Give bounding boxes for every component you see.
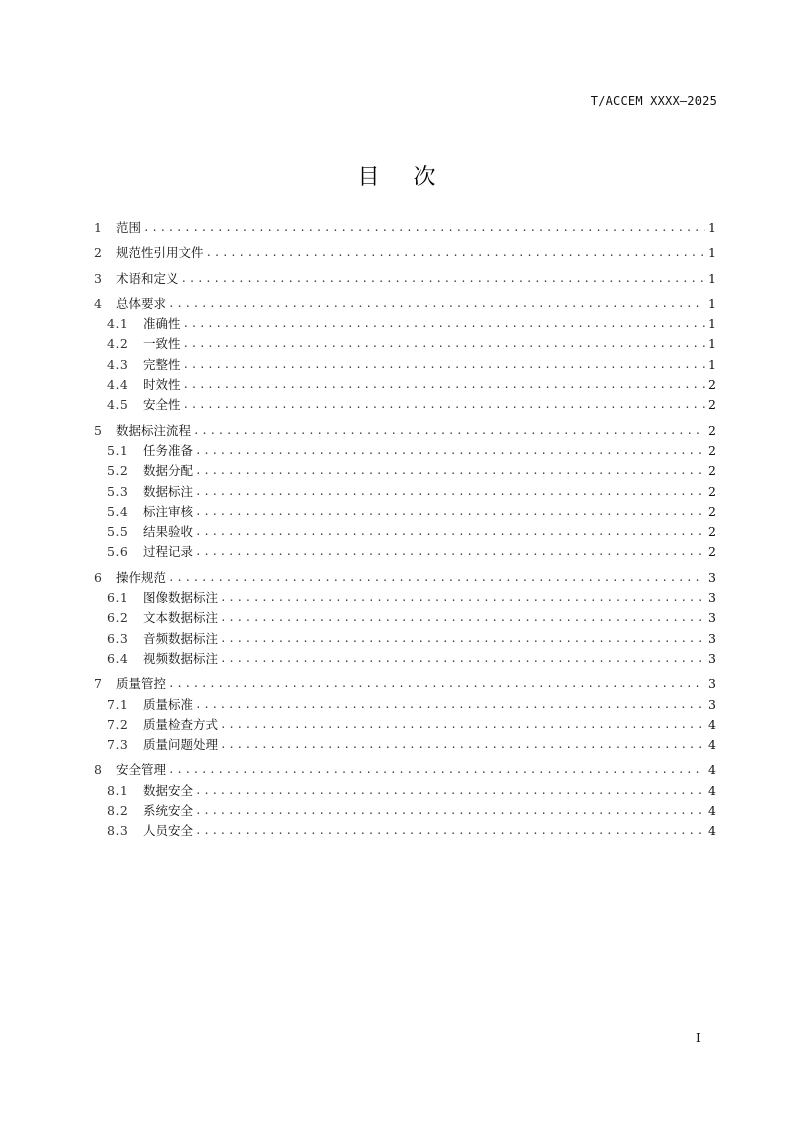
toc-entry-title: 文本数据标注 <box>143 610 219 626</box>
toc-entry-number: 5.1 <box>107 442 129 458</box>
toc-entry-page: 4 <box>708 716 716 732</box>
toc-entry-number: 8.2 <box>107 803 129 819</box>
toc-dot-leader <box>195 441 705 461</box>
toc-entry-number: 5 <box>94 422 102 438</box>
toc-entry-title: 视频数据标注 <box>143 650 219 666</box>
toc-section-entry[interactable] <box>94 482 716 502</box>
toc-dot-leader <box>220 715 705 735</box>
toc-entry-number: 3 <box>94 270 102 286</box>
toc-entry-page: 2 <box>708 422 716 438</box>
toc-entry-title: 音频数据标注 <box>143 630 219 646</box>
toc-section-entry[interactable] <box>94 608 716 628</box>
toc-section-entry[interactable] <box>94 334 716 354</box>
toc-chapter-entry[interactable] <box>94 421 716 441</box>
toc-entry-title: 安全管理 <box>116 762 167 778</box>
toc-section-entry[interactable] <box>94 715 716 735</box>
toc-section-entry[interactable] <box>94 801 716 821</box>
toc-dot-leader <box>195 781 705 801</box>
toc-entry-title: 数据分配 <box>143 463 194 479</box>
toc-entry-number: 6.4 <box>107 650 129 666</box>
toc-entry-page: 2 <box>708 442 716 458</box>
toc-entry-number: 4.4 <box>107 377 129 393</box>
toc-entry-title: 时效性 <box>143 377 181 393</box>
toc-dot-leader <box>220 649 705 669</box>
toc-entry-number: 7.2 <box>107 716 129 732</box>
toc-entry-number: 5.3 <box>107 483 129 499</box>
toc-section-entry[interactable] <box>94 522 716 542</box>
toc-section-entry[interactable] <box>94 355 716 375</box>
toc-entry-title: 数据标注流程 <box>116 422 192 438</box>
toc-entry-page: 2 <box>708 463 716 479</box>
toc-entry-number: 7.3 <box>107 737 129 753</box>
toc-entry-title: 质量标准 <box>143 696 194 712</box>
toc-dot-leader <box>168 674 705 694</box>
toc-entry-number: 6 <box>94 569 102 585</box>
toc-entry-number: 5.5 <box>107 524 129 540</box>
toc-entry-page: 1 <box>708 356 716 372</box>
toc-dot-leader <box>220 608 705 628</box>
toc-entry-title: 范围 <box>116 220 142 235</box>
toc-chapter-entry[interactable] <box>94 218 716 238</box>
toc-section-entry[interactable] <box>94 395 716 415</box>
toc-chapter-entry[interactable] <box>94 243 716 263</box>
toc-entry-title: 总体要求 <box>116 295 167 311</box>
toc-dot-leader <box>195 522 705 542</box>
toc-chapter-entry[interactable] <box>94 760 716 780</box>
toc-entry-page: 3 <box>708 569 716 585</box>
toc-entry-number: 7 <box>94 676 102 692</box>
toc-entry-title: 结果验收 <box>143 524 194 540</box>
toc-entry-title: 数据安全 <box>143 782 194 798</box>
toc-dot-leader <box>168 760 705 780</box>
toc-section-entry[interactable] <box>94 314 716 334</box>
toc-entry-page: 1 <box>708 295 716 311</box>
toc-section-entry[interactable] <box>94 821 716 841</box>
toc-dot-leader <box>195 461 705 481</box>
table-of-contents <box>94 218 716 842</box>
toc-entry-page: 4 <box>708 737 716 753</box>
toc-dot-leader <box>195 801 705 821</box>
toc-entry-number: 5.6 <box>107 544 129 560</box>
toc-dot-leader <box>195 502 705 522</box>
toc-entry-title: 质量检查方式 <box>143 716 219 732</box>
toc-entry-title: 术语和定义 <box>116 270 179 286</box>
page-title-char-1: 目 <box>357 165 380 190</box>
toc-section-entry[interactable] <box>94 649 716 669</box>
toc-entry-page: 2 <box>708 544 716 560</box>
toc-entry-page: 1 <box>708 270 716 286</box>
toc-entry-title: 过程记录 <box>143 544 194 560</box>
toc-dot-leader <box>183 355 705 375</box>
toc-entry-page: 4 <box>708 803 716 819</box>
toc-entry-title: 系统安全 <box>143 803 194 819</box>
toc-section-entry[interactable] <box>94 588 716 608</box>
toc-entry-title: 操作规范 <box>116 569 167 585</box>
toc-dot-leader <box>195 482 705 502</box>
toc-entry-page: 1 <box>708 220 716 235</box>
toc-entry-number: 4.2 <box>107 336 129 352</box>
toc-entry-title: 完整性 <box>143 356 181 372</box>
toc-entry-title: 一致性 <box>143 336 181 352</box>
page-number: I <box>696 1031 701 1045</box>
toc-entry-number: 8.3 <box>107 823 129 839</box>
toc-chapter-entry[interactable] <box>94 674 716 694</box>
toc-section-entry[interactable] <box>94 441 716 461</box>
toc-entry-number: 4.1 <box>107 316 129 332</box>
toc-chapter-entry[interactable] <box>94 568 716 588</box>
toc-entry-title: 安全性 <box>143 397 181 413</box>
toc-dot-leader <box>206 243 705 263</box>
toc-dot-leader <box>220 629 705 649</box>
toc-entry-number: 4 <box>94 295 102 311</box>
toc-entry-number: 5.2 <box>107 463 129 479</box>
toc-entry-page: 4 <box>708 782 716 798</box>
toc-dot-leader <box>168 294 705 314</box>
toc-dot-leader <box>181 269 705 289</box>
toc-dot-leader <box>220 588 705 608</box>
toc-entry-page: 1 <box>708 336 716 352</box>
toc-entry-page: 3 <box>708 676 716 692</box>
toc-entry-number: 6.1 <box>107 590 129 606</box>
toc-entry-page: 3 <box>708 610 716 626</box>
toc-entry-title: 质量管控 <box>116 676 167 692</box>
toc-entry-title: 标注审核 <box>143 503 194 519</box>
toc-entry-number: 6.2 <box>107 610 129 626</box>
toc-entry-page: 3 <box>708 630 716 646</box>
toc-entry-number: 7.1 <box>107 696 129 712</box>
toc-entry-number: 5.4 <box>107 503 129 519</box>
toc-entry-number: 8 <box>94 762 102 778</box>
toc-entry-title: 图像数据标注 <box>143 590 219 606</box>
toc-entry-title: 准确性 <box>143 316 181 332</box>
toc-entry-page: 4 <box>708 762 716 778</box>
toc-entry-page: 2 <box>708 524 716 540</box>
toc-entry-number: 4.3 <box>107 356 129 372</box>
toc-entry-page: 2 <box>708 397 716 413</box>
toc-section-entry[interactable] <box>94 735 716 755</box>
toc-entry-title: 任务准备 <box>143 442 194 458</box>
toc-section-entry[interactable] <box>94 375 716 395</box>
toc-dot-leader <box>193 421 705 441</box>
toc-dot-leader <box>183 375 705 395</box>
page-title-char-2: 次 <box>413 165 436 190</box>
toc-entry-number: 2 <box>94 245 102 261</box>
toc-entry-number: 8.1 <box>107 782 129 798</box>
toc-dot-leader <box>195 695 705 715</box>
toc-entry-title: 数据标注 <box>143 483 194 499</box>
toc-dot-leader <box>220 735 705 755</box>
toc-dot-leader <box>195 821 705 841</box>
toc-section-entry[interactable] <box>94 629 716 649</box>
toc-entry-title: 质量问题处理 <box>143 737 219 753</box>
toc-section-entry[interactable] <box>94 502 716 522</box>
toc-entry-page: 2 <box>708 503 716 519</box>
toc-dot-leader <box>183 395 705 415</box>
toc-entry-page: 3 <box>708 696 716 712</box>
toc-dot-leader <box>195 542 705 562</box>
toc-entry-page: 3 <box>708 590 716 606</box>
toc-section-entry[interactable] <box>94 461 716 481</box>
document-code: T/ACCEM XXXX—2025 <box>590 94 717 108</box>
toc-section-entry[interactable] <box>94 695 716 715</box>
toc-chapter-entry[interactable] <box>94 294 716 314</box>
toc-entry-page: 2 <box>708 483 716 499</box>
toc-dot-leader <box>143 218 705 238</box>
toc-entry-title: 规范性引用文件 <box>116 245 204 261</box>
toc-entry-number: 4.5 <box>107 397 129 413</box>
toc-entry-page: 2 <box>708 377 716 393</box>
toc-entry-title: 人员安全 <box>143 823 194 839</box>
toc-entry-page: 3 <box>708 650 716 666</box>
toc-entry-page: 1 <box>708 316 716 332</box>
toc-entry-number: 1 <box>94 220 102 235</box>
toc-dot-leader <box>183 334 705 354</box>
toc-dot-leader <box>183 314 705 334</box>
toc-chapter-entry[interactable] <box>94 269 716 289</box>
toc-section-entry[interactable] <box>94 542 716 562</box>
toc-entry-page: 1 <box>708 245 716 261</box>
toc-entry-number: 6.3 <box>107 630 129 646</box>
page-title <box>0 160 793 191</box>
toc-section-entry[interactable] <box>94 781 716 801</box>
toc-dot-leader <box>168 568 705 588</box>
toc-entry-page: 4 <box>708 823 716 839</box>
